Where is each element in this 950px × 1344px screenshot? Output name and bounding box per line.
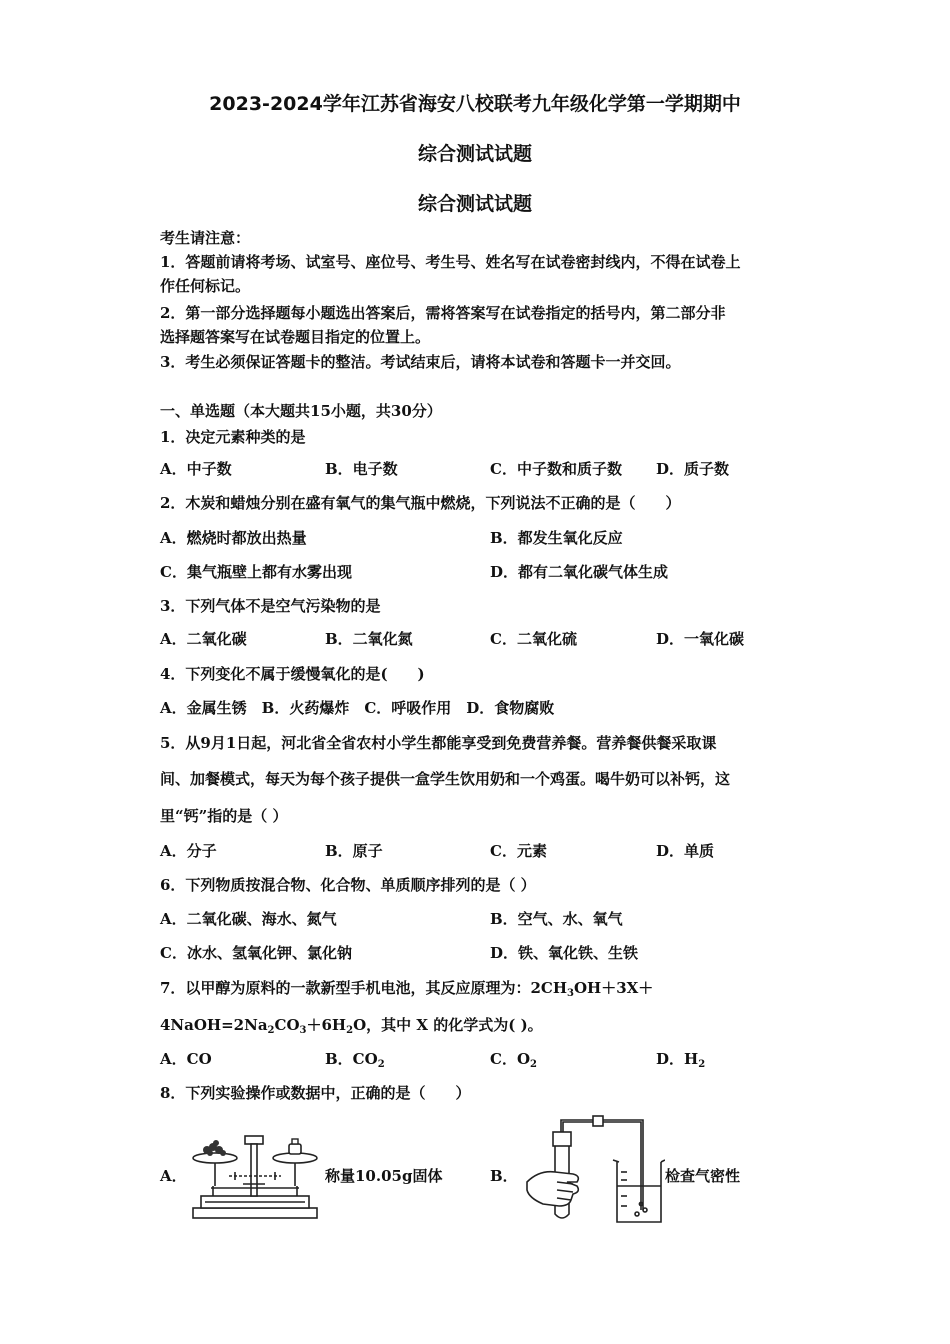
q5-stem-end: 里“钙”指的是（ ） xyxy=(160,807,288,825)
q6-option-a: A．二氧化碳、海水、氮气 xyxy=(160,910,337,928)
q7-formula-part: 2CH xyxy=(530,979,568,997)
q5-option-c: C．元素 xyxy=(490,842,547,860)
q6-stem: 6．下列物质按混合物、化合物、单质顺序排列的是（ ） xyxy=(160,876,536,894)
q7-option-d xyxy=(656,1049,705,1069)
notice-item-1: 1．答题前请将考场、试室号、座位号、考生号、姓名写在试卷密封线内，不得在试卷上 xyxy=(160,253,741,271)
q5-option-b: B．原子 xyxy=(325,842,383,860)
q7-formula xyxy=(530,979,653,997)
q2-option-a: A．燃烧时都放出热量 xyxy=(160,529,307,547)
q8-option-b-caption: 检查气密性 xyxy=(665,1167,741,1185)
q7-eq-sub: 2 xyxy=(346,1025,354,1036)
q3-option-c: C．二氧化硫 xyxy=(490,630,577,648)
q7-option-b xyxy=(325,1049,385,1069)
q7-eq-part: ＋6H xyxy=(306,1016,347,1034)
q5-option-a: A．分子 xyxy=(160,842,217,860)
page-title: 2023-2024学年江苏省海安八校联考九年级化学第一学期期中 xyxy=(209,93,741,115)
balance-scale-illustration xyxy=(185,1128,325,1223)
q2-option-b: B．都发生氧化反应 xyxy=(490,529,623,547)
section-heading: 一、单选题（本大题共15小题，共30分） xyxy=(160,402,442,420)
q7-stem xyxy=(160,978,653,998)
q1-option-b: B．电子数 xyxy=(325,460,398,478)
q7-option-c-sub: 2 xyxy=(530,1059,537,1070)
q7-formula-sub: 3 xyxy=(567,988,574,999)
q2-stem: 2．木炭和蜡烛分别在盛有氧气的集气瓶中燃烧，下列说法不正确的是（ ） xyxy=(160,494,681,512)
q3-option-b: B．二氧化氮 xyxy=(325,630,413,648)
q5-stem-cont: 间、加餐模式，每天为每个孩子提供一盒学生饮用奶和一个鸡蛋。喝牛奶可以补钙，这 xyxy=(160,770,731,788)
q7-option-a: A．CO xyxy=(160,1050,212,1068)
q4-stem: 4．下列变化不属于缓慢氧化的是( ) xyxy=(160,665,425,683)
q7-stem-text: 7．以甲醇为原料的一款新型手机电池，其反应原理为： xyxy=(160,979,531,997)
q6-option-c: C．冰水、氢氧化钾、氯化钠 xyxy=(160,944,352,962)
q8-option-a-label: A． xyxy=(160,1167,187,1185)
notice-item-2: 2．第一部分选择题每小题选出答案后，需将答案写在试卷指定的括号内，第二部分非 xyxy=(160,304,726,322)
q7-option-b-text: B．CO xyxy=(325,1050,378,1068)
q7-eq-sub: 2 xyxy=(267,1025,275,1036)
q8-option-b-label: B． xyxy=(490,1167,518,1185)
page-subtitle: 综合测试试题 xyxy=(417,143,532,165)
q5-stem: 5．从9月1日起，河北省全省农村小学生都能享受到免费营养餐。营养餐供餐采取课 xyxy=(160,734,717,752)
q6-option-b: B．空气、水、氧气 xyxy=(490,910,623,928)
q4-options: A．金属生锈 B．火药爆炸 C．呼吸作用 D．食物腐败 xyxy=(160,699,555,717)
page-subtitle-repeat: 综合测试试题 xyxy=(417,193,532,215)
q7-option-c xyxy=(490,1049,537,1069)
q7-eq-part: 4NaOH=2Na xyxy=(160,1016,268,1034)
q7-formula-part: OH＋3X＋ xyxy=(573,979,654,997)
q2-option-d: D．都有二氧化碳气体生成 xyxy=(490,563,669,581)
q6-option-d: D．铁、氧化铁、生铁 xyxy=(490,944,639,962)
q7-option-d-sub: 2 xyxy=(698,1059,706,1070)
notice-item-2-cont: 选择题答案写在试卷题目指定的位置上。 xyxy=(160,328,431,346)
q2-option-c: C．集气瓶壁上都有水雾出现 xyxy=(160,563,352,581)
q7-eq-part: O，其中 X 的化学式为( )。 xyxy=(353,1016,543,1034)
q8-option-a-caption: 称量10.05g固体 xyxy=(325,1167,443,1185)
notice-item-1-cont: 作任何标记。 xyxy=(160,277,251,295)
q7-eq-part: CO xyxy=(274,1016,300,1034)
q1-option-d: D．质子数 xyxy=(656,460,730,478)
q3-stem: 3．下列气体不是空气污染物的是 xyxy=(160,597,381,615)
q3-option-a: A．二氧化碳 xyxy=(160,630,247,648)
notice-item-3: 3．考生必须保证答题卡的整洁。考试结束后，请将本试卷和答题卡一并交回。 xyxy=(160,353,681,371)
q8-stem: 8．下列实验操作或数据中，正确的是（ ） xyxy=(160,1084,471,1102)
q7-option-d-text: D．H xyxy=(656,1050,699,1068)
notice-heading: 考生请注意： xyxy=(160,229,251,247)
q7-option-c-text: C．O xyxy=(490,1050,531,1068)
q7-option-b-sub: 2 xyxy=(377,1059,385,1070)
q1-stem: 1．决定元素种类的是 xyxy=(160,428,306,446)
q1-option-c: C．中子数和质子数 xyxy=(490,460,622,478)
q7-stem-cont xyxy=(160,1015,543,1035)
q5-option-d: D．单质 xyxy=(656,842,715,860)
q3-option-d: D．一氧化碳 xyxy=(656,630,745,648)
q7-eq-sub: 3 xyxy=(299,1025,307,1036)
q1-option-a: A．中子数 xyxy=(160,460,232,478)
airtightness-check-illustration xyxy=(515,1110,665,1225)
